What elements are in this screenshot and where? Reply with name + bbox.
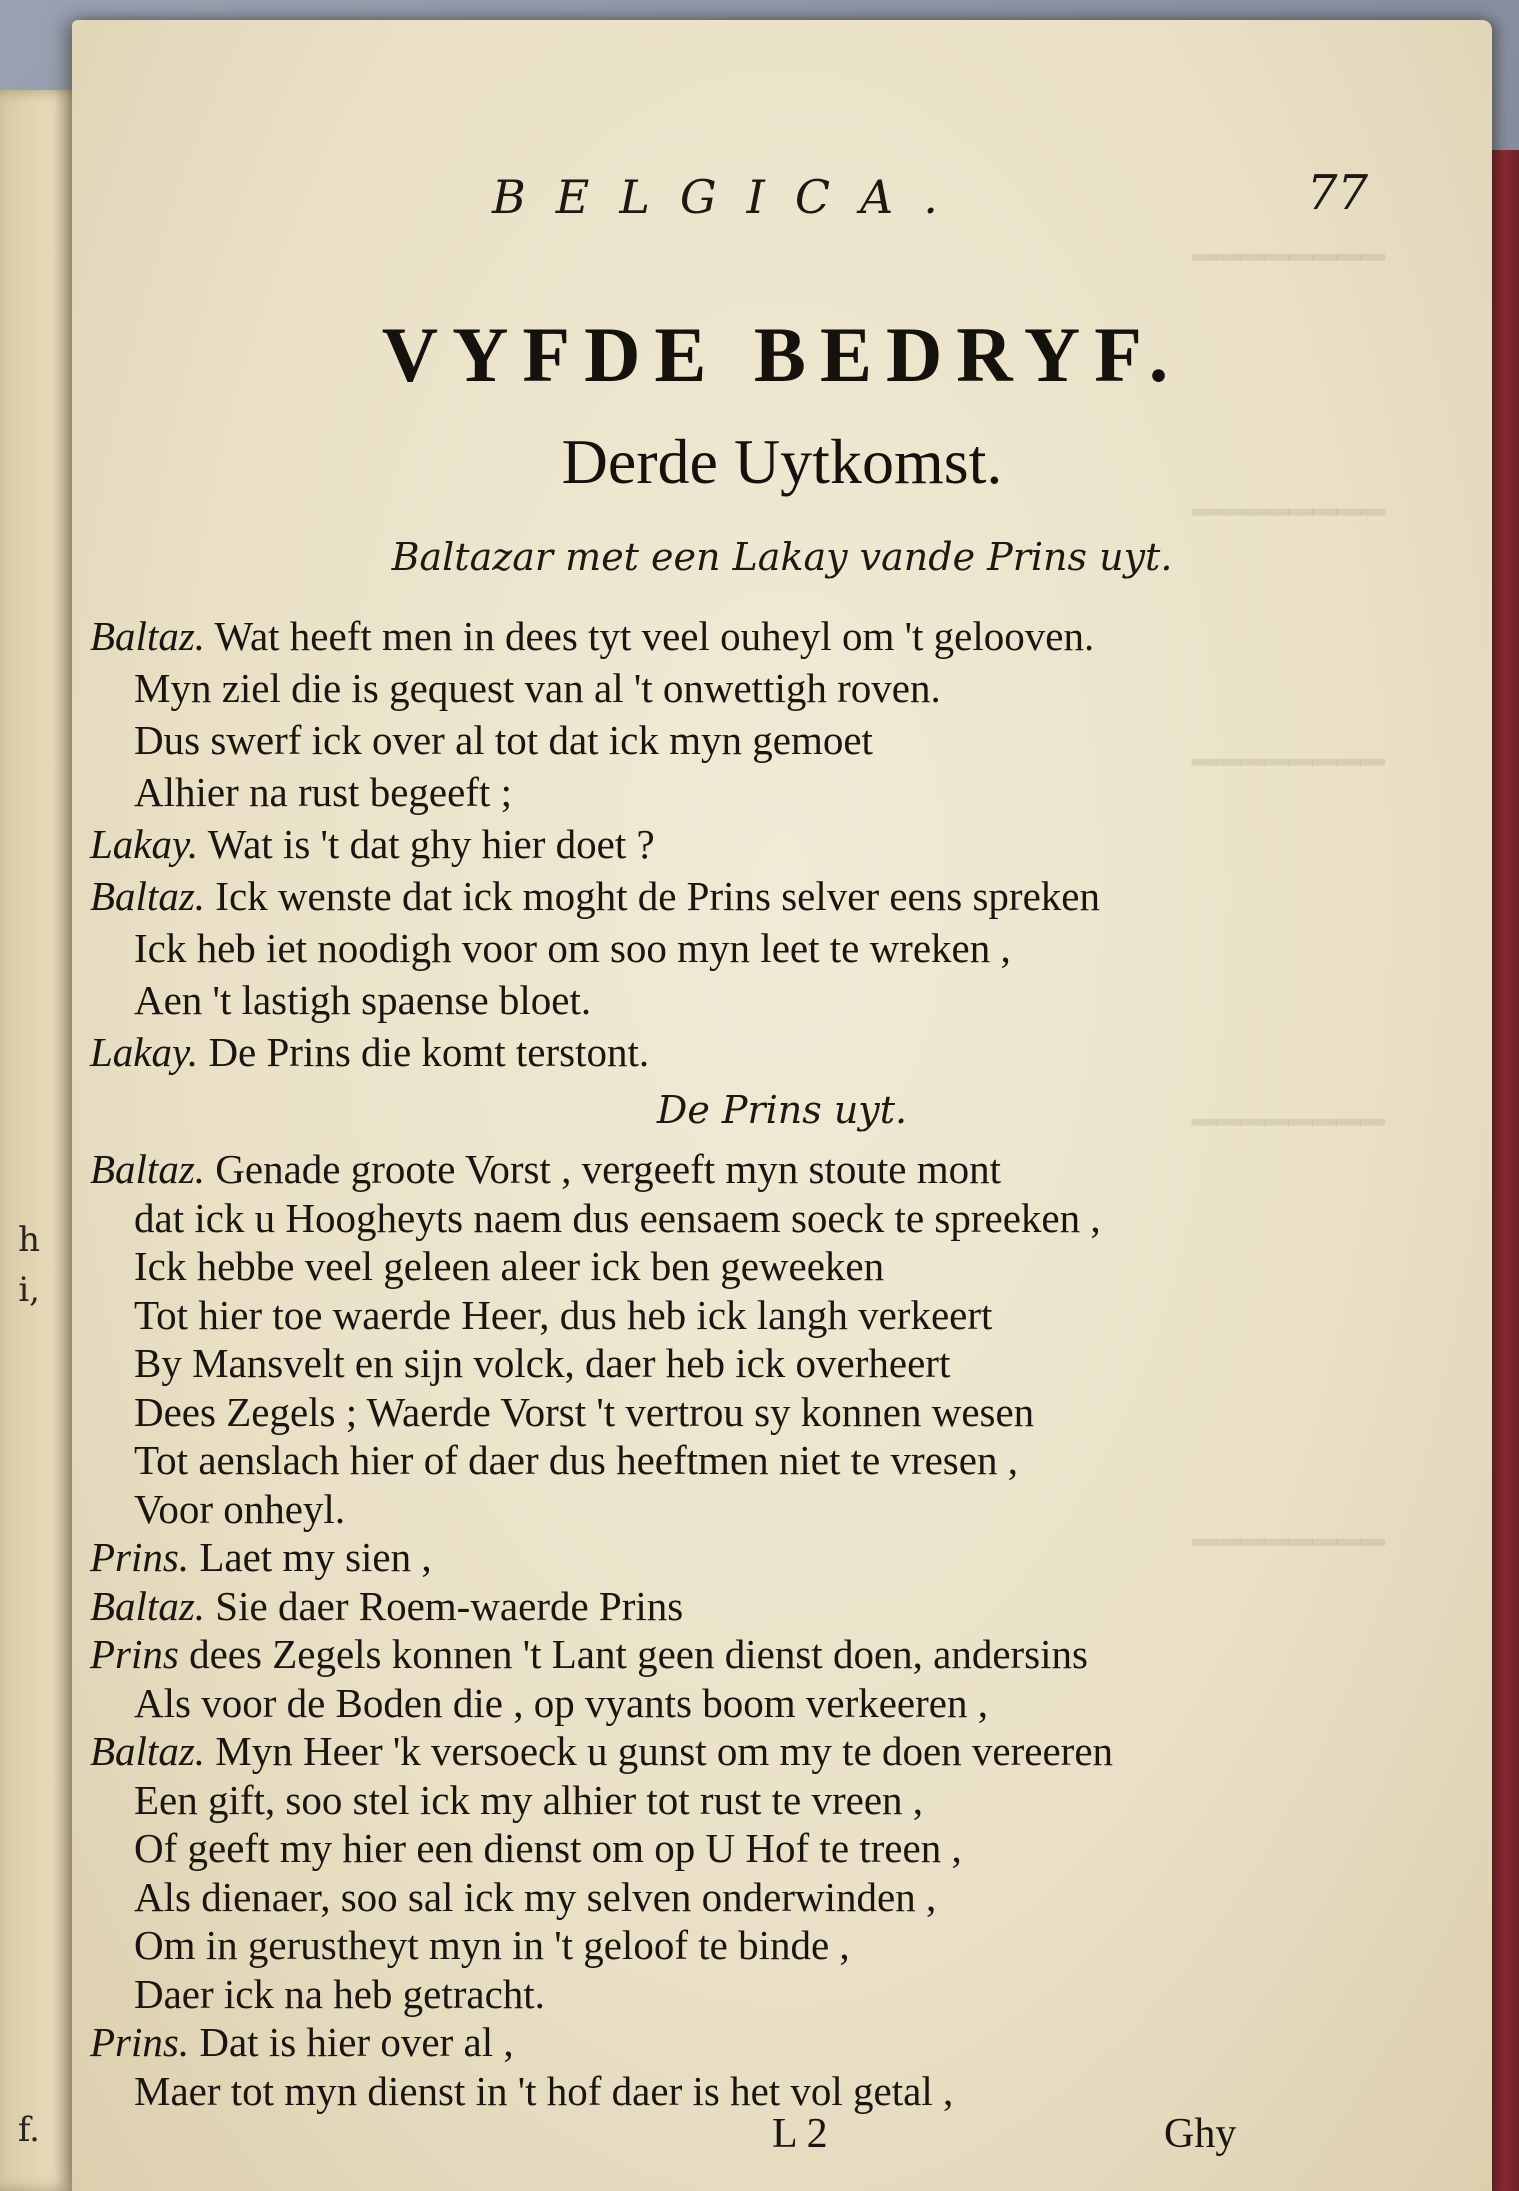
verse-line [134, 1970, 545, 2018]
verse-text: Ick hebbe veel geleen aleer ick ben geweeken [134, 1243, 885, 1289]
verse-text: Maer tot myn dienst in 't hof daer is het vol getal , [134, 2067, 954, 2114]
verse-line [134, 1436, 1018, 1484]
verse-line [90, 1727, 1113, 1775]
show-through-texture: ━━━━━━━━ [1192, 235, 1385, 281]
left-page-fragment: h [18, 1220, 40, 1260]
verse-text: Alhier na rust begeeft ; [134, 769, 512, 815]
verse-text: Daer ick na heb getracht. [134, 1970, 545, 2017]
left-page-fragment: i, [18, 1270, 40, 1310]
verse-line [90, 1582, 683, 1630]
verse-line [90, 1145, 1001, 1193]
verse-line [134, 1291, 992, 1339]
verse-text: Als voor de Boden die , op vyants boom verkeeren , [134, 1679, 988, 1726]
verse-line [90, 1533, 432, 1581]
speaker-name: Baltaz. [90, 613, 206, 659]
book-page [72, 20, 1492, 2191]
verse-line [134, 1776, 923, 1824]
left-page-fragment: f. [17, 2110, 40, 2150]
verse-line [134, 1388, 1034, 1436]
verse-line [90, 2018, 514, 2066]
verse-text: Ick wenste dat ick moght de Prins selver eens spreken [205, 873, 1100, 919]
speaker-name: Lakay. [90, 1029, 199, 1075]
speaker-name: Prins. [90, 1534, 190, 1580]
verse-text: Om in gerustheyt myn in 't geloof te binde , [134, 1922, 850, 1968]
verse-text: Myn Heer 'k versoeck u gunst om my te doen vereeren [205, 1728, 1114, 1774]
verse-text: Tot aenslach hier of daer dus heeftmen niet te vresen , [134, 1437, 1018, 1483]
verse-text: Aen 't lastigh spaense bloet. [134, 977, 592, 1023]
verse-text: De Prins die komt terstont. [198, 1029, 650, 1075]
page-number: 77 [1307, 165, 1369, 221]
verse-text: By Mansvelt en sijn volck, daer heb ick overheert [134, 1340, 951, 1386]
verse-text: Myn ziel die is gequest van al 't onwettigh roven. [134, 665, 941, 711]
speaker-name: Lakay. [90, 821, 199, 867]
speaker-name: Baltaz. [90, 1728, 206, 1774]
verse-line [134, 1679, 988, 1727]
verse-text: Wat is 't dat ghy hier doet ? [198, 821, 655, 867]
speaker-name: Baltaz. [90, 1582, 206, 1629]
show-through-texture: ━━━━━━━━ [1192, 1520, 1385, 1566]
verse-line [134, 716, 873, 764]
verse-text: Dat is hier over al , [189, 2019, 514, 2065]
verse-text: Tot hier toe waerde Heer, dus heb ick langh verkeert [134, 1291, 993, 1338]
verse-line [134, 2067, 953, 2115]
verse-line [90, 1630, 1088, 1678]
show-through-texture: ━━━━━━━━ [1192, 490, 1385, 536]
running-head: BELGICA. [492, 170, 968, 224]
verse-line [134, 976, 591, 1024]
verse-line [134, 1339, 950, 1387]
speaker-name: Prins. [90, 2019, 190, 2065]
verse-text: Ick heb iet noodigh voor om soo myn leet te wreken , [134, 925, 1011, 971]
verse-text: Sie daer Roem-waerde Prins [205, 1582, 684, 1629]
verse-text: Als dienaer, soo sal ick my selven onderwinden , [134, 1873, 937, 1920]
verse-text: Voor onheyl. [134, 1485, 346, 1532]
stage-direction: De Prins uyt. [656, 1088, 908, 1132]
verse-line [134, 1824, 962, 1872]
verse-line [134, 1242, 884, 1290]
verse-text: Laet my sien , [189, 1534, 432, 1580]
verse-text: dat ick u Hoogheyts naem dus eensaem soeck te spreeken , [134, 1194, 1101, 1241]
verse-text: Dus swerf ick over al tot dat ick myn gemoet [134, 717, 873, 763]
show-through-texture: ━━━━━━━━ [1192, 740, 1385, 786]
verse-line [90, 872, 1100, 920]
verse-line [90, 820, 655, 868]
act-title: VYFDE BEDRYF. [381, 311, 1183, 398]
speaker-name: Baltaz. [90, 1146, 206, 1192]
verse-line [134, 924, 1011, 972]
verse-line [134, 1873, 936, 1921]
verse-text: Dees Zegels ; Waerde Vorst 't vertrou sy konnen wesen [134, 1388, 1035, 1435]
catchword: Ghy [1164, 2111, 1237, 2157]
verse-text: Een gift, soo stel ick my alhier tot rust te vreen , [134, 1776, 924, 1823]
signature-mark: L 2 [772, 2111, 828, 2157]
verse-text: Of geeft my hier een dienst om op U Hof te treen , [134, 1825, 962, 1871]
show-through-texture: ━━━━━━━━ [1192, 1100, 1385, 1146]
stage-direction: Baltazar met een Lakay vande Prins uyt. [391, 535, 1173, 579]
verse-line [90, 612, 1094, 660]
verse-text: Wat heeft men in dees tyt veel ouheyl om 't gelooven. [205, 613, 1095, 659]
speaker-name: Baltaz. [90, 873, 206, 919]
verse-line [134, 768, 512, 816]
speaker-name: Prins [90, 1631, 179, 1677]
verse-line [134, 1921, 850, 1969]
verse-line [90, 1028, 649, 1076]
scene-title: Derde Uytkomst. [561, 426, 1003, 497]
verse-line [134, 1485, 345, 1533]
verse-text: Genade groote Vorst , vergeeft myn stoute mont [205, 1146, 1001, 1192]
verse-line [134, 1194, 1101, 1242]
verse-text: dees Zegels konnen 't Lant geen dienst doen, andersins [178, 1631, 1088, 1677]
verse-line [134, 664, 941, 712]
